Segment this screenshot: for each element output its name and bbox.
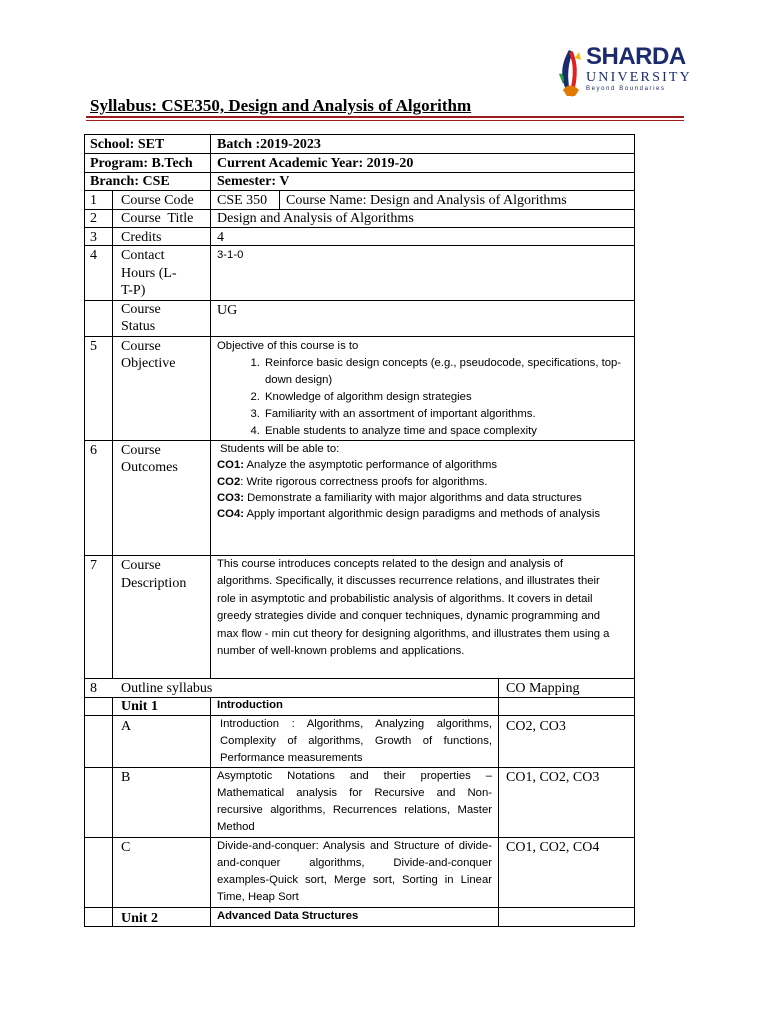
outline-syllabus-label: Outline syllabus bbox=[121, 681, 213, 696]
co-mapping-header: CO Mapping bbox=[506, 681, 580, 696]
outcome-code: CO4: bbox=[217, 508, 244, 521]
semester-cell: Semester: V bbox=[217, 174, 290, 189]
course-outcomes-label: Course Outcomes bbox=[121, 443, 178, 475]
outcome-code: CO2 bbox=[217, 475, 241, 488]
course-status-value: UG bbox=[217, 303, 238, 318]
credits-label: Credits bbox=[121, 230, 162, 245]
topic-text: Divide-and-conquer: Analysis and Structure of divide-and-conquer algorithms, Divide-and-conquer examples-Quick sort, Merge sort, Sorting in Linear Time, Heap Sort bbox=[217, 840, 492, 903]
academic-year-cell: Current Academic Year: 2019-20 bbox=[217, 156, 414, 171]
topic-letter: C bbox=[121, 840, 131, 855]
course-code-value: CSE 350 bbox=[217, 193, 268, 208]
course-code-label: Course Code bbox=[121, 193, 194, 208]
outcome-co3 bbox=[217, 490, 629, 506]
unit-label: Unit 1 bbox=[121, 699, 158, 714]
row-number: 3 bbox=[90, 230, 97, 245]
outcome-code: CO1: bbox=[217, 459, 244, 472]
topic-text: Introduction : Algorithms, Analyzing algorithms, Complexity of algorithms, Growth of functions, Performance measurements bbox=[220, 718, 492, 764]
course-status-label: Course Status bbox=[121, 302, 161, 334]
topic-co-mapping: CO2, CO3 bbox=[506, 719, 566, 734]
outcome-text: Apply important algorithmic design paradigms and methods of analysis bbox=[244, 508, 601, 521]
course-description-text: This course introduces concepts related to the design and analysis of algorithms. Specifically, it discusses recurrence relations, and illustrates their role in asymptotic and probabilistic analysis of algorithms. It covers in detail greedy strategies divide and conquer techniques, dynamic programming and max flow - min cut theory for designing algorithms, and illustrates them using a number of well-known problems and applications. bbox=[217, 558, 610, 658]
contact-hours-label: Contact Hours (L-T-P) bbox=[121, 248, 177, 298]
unit-label: Unit 2 bbox=[121, 911, 158, 926]
course-title-label: Course Title bbox=[121, 211, 194, 226]
outcome-text: Demonstrate a familiarity with major algorithms and data structures bbox=[244, 491, 582, 504]
outcomes-intro: Students will be able to: bbox=[220, 443, 340, 455]
list-item: 2. Knowledge of algorithm design strategies bbox=[263, 389, 629, 406]
document-title: Syllabus: CSE350, Design and Analysis of Algorithm bbox=[90, 96, 472, 115]
list-item: 1. Reinforce basic design concepts (e.g., pseudocode, specifications, top-down design) bbox=[263, 355, 629, 389]
row-number: 6 bbox=[90, 443, 97, 458]
program-cell: Program: B.Tech bbox=[90, 156, 193, 171]
row-number: 2 bbox=[90, 211, 97, 226]
logo-tagline: Beyond Boundaries bbox=[586, 86, 666, 92]
topic-letter: B bbox=[121, 770, 131, 785]
outcome-text: Analyze the asymptotic performance of algorithms bbox=[244, 459, 498, 472]
objective-list bbox=[217, 355, 629, 440]
outcome-text: : Write rigorous correctness proofs for algorithms. bbox=[240, 475, 488, 488]
course-outcomes-content bbox=[217, 441, 629, 522]
list-item: 3. Familiarity with an assortment of important algorithms. bbox=[263, 406, 629, 423]
course-title-value: Design and Analysis of Algorithms bbox=[217, 211, 414, 226]
contact-hours-value: 3-1-0 bbox=[217, 249, 244, 261]
course-objective-content bbox=[217, 338, 629, 440]
row-number: 8 bbox=[90, 681, 97, 696]
row-number: 4 bbox=[90, 248, 97, 263]
list-item: 4. Enable students to analyze time and space complexity bbox=[263, 423, 629, 440]
school-cell: School: SET bbox=[90, 137, 165, 152]
topic-co-mapping: CO1, CO2, CO4 bbox=[506, 840, 600, 855]
topic-co-mapping: CO1, CO2, CO3 bbox=[506, 770, 600, 785]
topic-letter: A bbox=[121, 719, 132, 734]
course-description-label: Course Description bbox=[121, 558, 187, 591]
row-number: 1 bbox=[90, 193, 97, 208]
objective-intro: Objective of this course is to bbox=[217, 340, 359, 352]
topic-text: Asymptotic Notations and their properties – Mathematical analysis for Recursive and Non-recursive algorithms, Recurrences relations, Master Method bbox=[217, 770, 492, 833]
outcome-code: CO3: bbox=[217, 491, 244, 504]
row-number: 5 bbox=[90, 339, 97, 354]
outcome-co2 bbox=[217, 474, 629, 490]
course-name-value: Course Name: Design and Analysis of Algorithms bbox=[286, 193, 567, 208]
logo-name: SHARDA bbox=[586, 43, 686, 70]
unit-title: Introduction bbox=[217, 699, 283, 711]
row-number: 7 bbox=[90, 558, 97, 573]
branch-cell: Branch: CSE bbox=[90, 174, 170, 189]
credits-value: 4 bbox=[217, 230, 224, 245]
outcome-co1 bbox=[217, 457, 629, 473]
batch-cell: Batch :2019-2023 bbox=[217, 137, 321, 152]
outcome-co4 bbox=[217, 506, 629, 522]
unit-title: Advanced Data Structures bbox=[217, 910, 359, 922]
logo-university: UNIVERSITY bbox=[586, 70, 692, 85]
course-objective-label: Course Objective bbox=[121, 339, 176, 371]
